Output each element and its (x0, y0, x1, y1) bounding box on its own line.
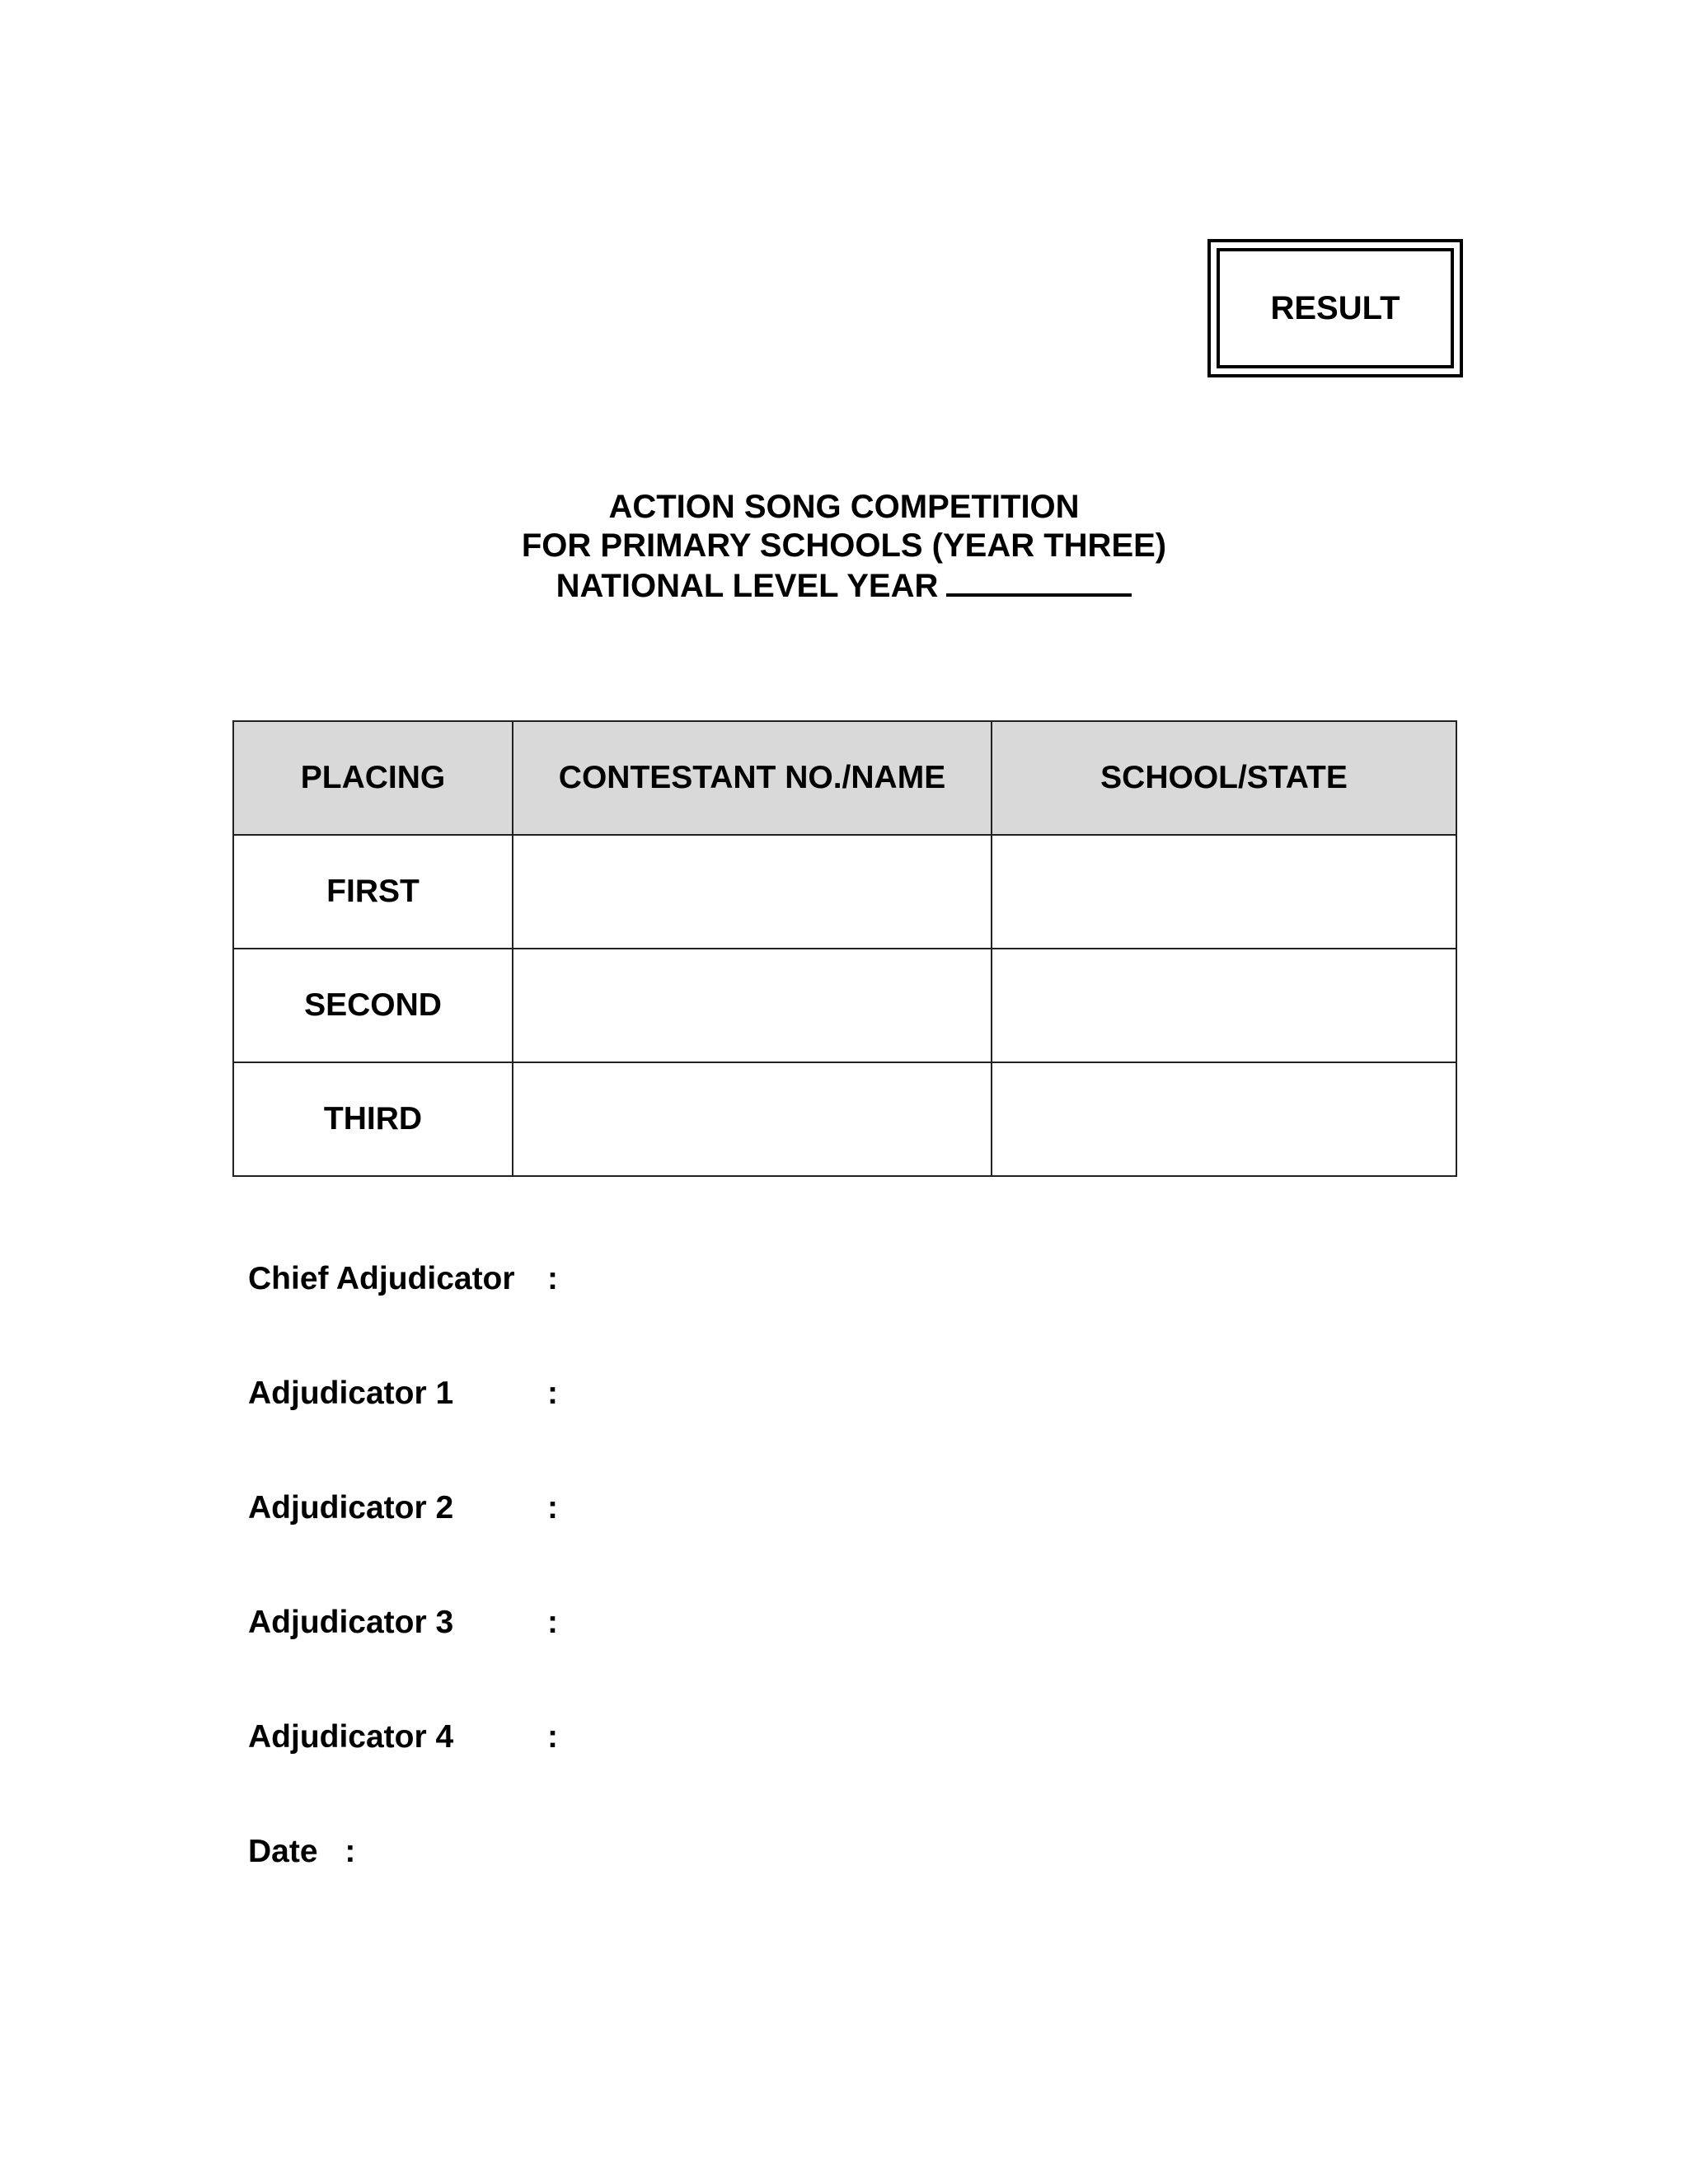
year-blank-field[interactable] (946, 565, 1132, 597)
result-box (1207, 239, 1463, 377)
signature-colon: : (547, 1605, 558, 1640)
signature-row-adjudicator-2[interactable] (248, 1482, 558, 1596)
title-line-3 (0, 565, 1688, 606)
school-cell[interactable] (992, 835, 1456, 949)
title-line-2: FOR PRIMARY SCHOOLS (YEAR THREE) (521, 527, 1167, 564)
date-row[interactable] (248, 1825, 558, 1883)
school-cell[interactable] (992, 1062, 1456, 1176)
signature-colon: : (547, 1719, 558, 1755)
signature-label: Adjudicator 4 (248, 1719, 454, 1755)
signature-colon: : (547, 1490, 558, 1526)
signature-row-chief[interactable] (248, 1253, 558, 1367)
date-colon: : (345, 1834, 356, 1869)
result-label: RESULT (1217, 248, 1454, 368)
placing-cell: THIRD (233, 1062, 513, 1176)
placing-cell: SECOND (233, 949, 513, 1062)
signature-colon: : (547, 1261, 558, 1296)
table-header-row (233, 721, 1456, 835)
header-placing: PLACING (233, 721, 513, 835)
signature-label: Adjudicator 1 (248, 1376, 454, 1411)
placing-cell: FIRST (233, 835, 513, 949)
title-line-1: ACTION SONG COMPETITION (608, 489, 1080, 525)
table-row (233, 949, 1456, 1062)
signature-label: Adjudicator 2 (248, 1490, 454, 1526)
signature-section (248, 1253, 558, 1883)
school-cell[interactable] (992, 949, 1456, 1062)
document-title (0, 488, 1688, 606)
header-contestant: CONTESTANT NO./NAME (513, 721, 992, 835)
signature-row-adjudicator-1[interactable] (248, 1367, 558, 1482)
signature-label: Chief Adjudicator (248, 1261, 515, 1296)
contestant-cell[interactable] (513, 1062, 992, 1176)
table-row (233, 1062, 1456, 1176)
signature-row-adjudicator-3[interactable] (248, 1596, 558, 1711)
table-row (233, 835, 1456, 949)
signature-row-adjudicator-4[interactable] (248, 1711, 558, 1825)
contestant-cell[interactable] (513, 835, 992, 949)
results-table (232, 720, 1457, 1177)
date-label: Date (248, 1834, 318, 1869)
title-line-3-text: NATIONAL LEVEL YEAR (556, 568, 939, 604)
contestant-cell[interactable] (513, 949, 992, 1062)
signature-label: Adjudicator 3 (248, 1605, 454, 1640)
header-school-state: SCHOOL/STATE (992, 721, 1456, 835)
signature-colon: : (547, 1376, 558, 1411)
